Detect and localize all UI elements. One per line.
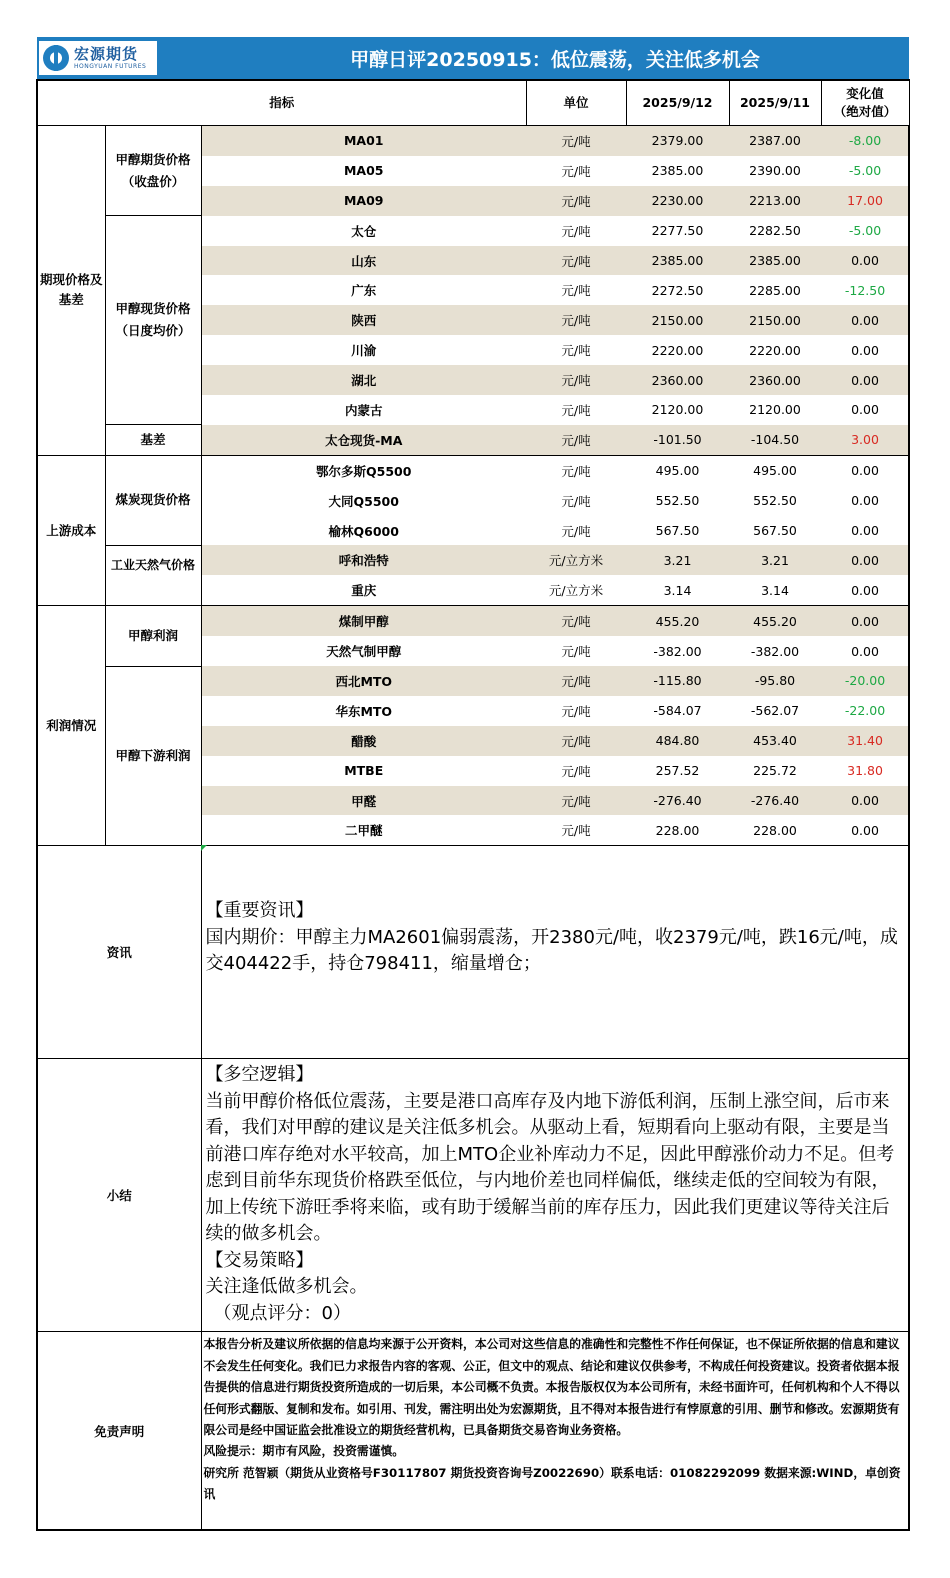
unit-cell: 元/吨 [561, 523, 591, 539]
summary-score: （观点评分：0） [213, 1302, 351, 1324]
unit-cell: 元/吨 [561, 402, 591, 418]
table-row [37, 425, 909, 455]
indicator-name: 鄂尔多斯Q5500 [201, 455, 526, 485]
indicator-name: 西北MTO [201, 666, 526, 696]
unit-cell: 元/吨 [561, 493, 591, 509]
unit-cell: 元/吨 [526, 305, 626, 335]
change-abs: 31.80 [847, 763, 883, 779]
value-date1: 2277.50 [651, 223, 704, 239]
summary-label: 小结 [37, 1059, 201, 1332]
indicator-name: MA05 [343, 163, 384, 179]
indicator-name: 太仓 [351, 223, 377, 239]
value-date1: 567.50 [655, 523, 700, 539]
disclaimer-author: 研究所 范智颖（期货从业资格号F30117807 期货投资咨询号Z0022690）联系电话：01082292099 数据来源:WIND，卓创资讯 [203, 1465, 901, 1502]
value-date1: 2360.00 [626, 365, 729, 395]
change-abs: 0.00 [851, 523, 879, 539]
value-date2: -104.50 [729, 425, 821, 455]
value-date2: 2282.50 [749, 223, 801, 239]
table-row [37, 606, 909, 636]
change-abs: -20.00 [821, 666, 909, 696]
unit-cell: 元/立方米 [526, 545, 626, 575]
value-date1: 2220.00 [651, 342, 704, 358]
indicator-name: 榆林Q6000 [328, 523, 399, 539]
report-title: 甲醇日评20250915：低位震荡，关注低多机会 [201, 37, 909, 80]
value-date1: -101.50 [626, 425, 729, 455]
unit-cell: 元/吨 [526, 365, 626, 395]
news-label: 资讯 [37, 846, 201, 1059]
indicator-name: 煤制甲醇 [201, 606, 526, 636]
unit-cell: 元/吨 [526, 726, 626, 756]
value-date1: 2379.00 [626, 126, 729, 156]
value-date1: 2385.00 [651, 163, 704, 179]
unit-cell: 元/吨 [561, 703, 591, 719]
data-rows [37, 126, 909, 846]
table-row [37, 126, 909, 156]
value-date1: 257.52 [655, 763, 700, 779]
unit-cell: 元/吨 [526, 246, 626, 276]
group-label-g1: 期现价格及基差 [37, 126, 105, 456]
value-date1: 3.14 [663, 582, 692, 598]
value-date2: 455.20 [729, 606, 821, 636]
value-date2: 567.50 [753, 523, 797, 539]
value-date2: 2390.00 [749, 163, 801, 179]
subgroup-label-spot: 甲醇现货价格（日度均价） [105, 216, 201, 425]
change-abs: -22.00 [844, 703, 886, 719]
summary-body-strategy: 关注逢低做多机会。 [205, 1276, 368, 1298]
indicator-name: 广东 [351, 283, 377, 299]
subgroup-label-downstream: 甲醇下游利润 [105, 666, 201, 846]
unit-cell: 元/吨 [526, 455, 626, 485]
summary-body-logic: 当前甲醇价格低位震荡，主要是港口高库存及内地下游低利润，压制上涨空间，后市来看，我们对甲醇的建议是关注低多机会。从驱动上看，短期看向上驱动有限，主要是当前港口库存绝对水平较高，加上MTO企业补库动力不足，因此甲醇涨价动力不足。但考虑到目前华东现货价格跌至低位，与内地价差也同样偏低，继续走低的空间较为有限，加上传统下游旺季将来临，或有助于缓解当前的库存压力，因此我们更建议等待关注后续的做多机会。 [205, 1090, 895, 1245]
indicator-name: 大同Q5500 [328, 493, 399, 509]
logo-text [74, 44, 147, 70]
unit-cell: 元/吨 [526, 425, 626, 455]
cell-comment-marker [201, 845, 207, 851]
change-abs: 0.00 [821, 455, 909, 485]
subgroup-label-coal: 煤炭现货价格 [105, 455, 201, 545]
indicator-name: 华东MTO [335, 703, 393, 719]
value-date1: 2150.00 [626, 305, 729, 335]
value-date1: -276.40 [626, 786, 729, 816]
change-abs: 0.00 [851, 493, 879, 509]
indicator-name: 内蒙古 [344, 402, 383, 418]
table-row [37, 545, 909, 575]
change-abs: -8.00 [821, 126, 909, 156]
change-abs: 31.40 [821, 726, 909, 756]
value-date1: 455.20 [626, 606, 729, 636]
value-date1: 2120.00 [651, 402, 704, 418]
indicator-name: 甲醛 [201, 786, 526, 816]
value-date2: 552.50 [753, 493, 797, 509]
header-date2: 2025/9/11 [729, 80, 821, 126]
summary-heading-strategy: 【交易策略】 [205, 1249, 314, 1271]
logo-en: HONGYUAN FUTURES [74, 62, 147, 70]
disclaimer-block [37, 1332, 909, 1531]
subgroup-label-basis: 基差 [105, 425, 201, 455]
change-abs: 0.00 [821, 786, 909, 816]
logo-mark-icon [43, 45, 69, 71]
value-date1: 2230.00 [626, 186, 729, 216]
column-header-row [37, 80, 909, 126]
change-abs: 17.00 [821, 186, 909, 216]
company-logo [37, 37, 201, 79]
group-label-g3: 利润情况 [37, 606, 105, 846]
value-date2: -95.80 [729, 666, 821, 696]
header-abs-line1: 变化值 [846, 86, 884, 101]
unit-cell: 元/吨 [561, 644, 591, 660]
value-date1: 2385.00 [626, 246, 729, 276]
value-date2: 2213.00 [729, 186, 821, 216]
summary-heading-logic: 【多空逻辑】 [205, 1064, 314, 1086]
indicator-name: 重庆 [351, 583, 377, 599]
value-date2: 2150.00 [729, 305, 821, 335]
banner [37, 37, 909, 80]
disclaimer-body: 本报告分析及建议所依据的信息均来源于公开资料，本公司对这些信息的准确性和完整性不作任何保证，也不保证所依据的信息和建议不会发生任何变化。我们已力求报告内容的客观、公正，但文中的观点、结论和建议仅供参考，不构成任何投资建议。投资者依据本报告提供的信息进行期货投资所造成的一切后果，本公司概不负责。本报告版权仅为本公司所有，未经书面许可，任何机构和个人不得以任何形式翻版、复制和发布。如引用、刊发，需注明出处为宏源期货，且不得对本报告进行有悖原意的引用、删节和修改。宏源期货有限公司是经中国证监会批准设立的期货经营机构，已具备期货交易咨询业务资格。 [203, 1337, 900, 1437]
value-date2: 228.00 [753, 822, 797, 838]
change-abs: 0.00 [821, 246, 909, 276]
unit-cell: 元/吨 [526, 186, 626, 216]
indicator-name: MA01 [201, 126, 526, 156]
indicator-name: 陕西 [201, 305, 526, 335]
value-date2: 3.14 [761, 582, 789, 598]
change-abs: 3.00 [821, 425, 909, 455]
change-abs: 0.00 [851, 643, 879, 659]
table-row [37, 216, 909, 246]
value-date1: 495.00 [626, 455, 729, 485]
header-abs-change [821, 80, 909, 126]
indicator-name: 山东 [201, 246, 526, 276]
change-abs: 0.00 [821, 545, 909, 575]
change-abs: -12.50 [844, 282, 886, 298]
value-date2: -562.07 [750, 703, 800, 719]
header-unit: 单位 [526, 80, 626, 126]
subgroup-label-profit: 甲醇利润 [105, 606, 201, 666]
unit-cell: 元/吨 [526, 126, 626, 156]
disclaimer-risk: 风险提示：期市有风险，投资需谨慎。 [203, 1444, 405, 1459]
value-date1: 3.21 [626, 545, 729, 575]
logo-cell [37, 37, 201, 80]
change-abs: 0.00 [851, 402, 879, 418]
indicator-name: 太仓现货-MA [201, 425, 526, 455]
unit-cell: 元/吨 [561, 163, 591, 179]
disclaimer-content [201, 1332, 909, 1531]
unit-cell: 元/立方米 [548, 583, 604, 599]
change-abs: 0.00 [821, 365, 909, 395]
value-date2: 453.40 [729, 726, 821, 756]
value-date2: 3.21 [729, 545, 821, 575]
value-date2: 2385.00 [729, 246, 821, 276]
table-row [37, 455, 909, 485]
unit-cell: 元/吨 [526, 666, 626, 696]
value-date2: 2360.00 [729, 365, 821, 395]
summary-content [201, 1059, 909, 1332]
indicator-name: 呼和浩特 [201, 545, 526, 575]
value-date2: 2387.00 [729, 126, 821, 156]
header-abs-line2: （绝对值） [833, 104, 897, 119]
value-date2: -382.00 [750, 643, 800, 659]
value-date2: 2120.00 [749, 402, 801, 418]
news-content [201, 846, 909, 1059]
indicator-name: MA09 [201, 186, 526, 216]
value-date1: 484.80 [626, 726, 729, 756]
header-date1: 2025/9/12 [626, 80, 729, 126]
subgroup-label-gas: 工业天然气价格 [105, 545, 201, 605]
indicator-name: 川渝 [351, 343, 377, 359]
value-date1: -382.00 [653, 643, 702, 659]
logo-cn: 宏源期货 [74, 44, 139, 63]
value-date2: 225.72 [753, 763, 797, 779]
unit-cell: 元/吨 [561, 223, 591, 239]
change-abs: 0.00 [851, 582, 879, 598]
value-date2: 2285.00 [749, 282, 801, 298]
subgroup-label-futures: 甲醇期货价格（收盘价） [105, 126, 201, 216]
table-row [37, 666, 909, 696]
indicator-name: MTBE [344, 763, 384, 779]
logo-box [39, 41, 157, 75]
value-date1: 228.00 [655, 822, 700, 838]
unit-cell: 元/吨 [561, 823, 591, 839]
indicator-name: 湖北 [201, 365, 526, 395]
change-abs: 0.00 [821, 305, 909, 335]
unit-cell: 元/吨 [561, 283, 591, 299]
value-date1: -584.07 [653, 703, 702, 719]
unit-cell: 元/吨 [561, 763, 591, 779]
change-abs: 0.00 [821, 606, 909, 636]
change-abs: -5.00 [848, 163, 882, 179]
group-label-g2: 上游成本 [37, 455, 105, 605]
value-date2: 2220.00 [749, 342, 801, 358]
indicator-name: 天然气制甲醇 [326, 644, 402, 660]
unit-cell: 元/吨 [526, 606, 626, 636]
change-abs: -5.00 [848, 223, 882, 239]
header-indicator: 指标 [37, 80, 526, 126]
unit-cell: 元/吨 [526, 786, 626, 816]
value-date1: -115.80 [626, 666, 729, 696]
value-date2: -276.40 [729, 786, 821, 816]
news-heading: 【重要资讯】 [205, 900, 314, 922]
indicator-name: 醋酸 [201, 726, 526, 756]
methanol-daily-table [36, 37, 910, 1531]
change-abs: 0.00 [851, 822, 879, 838]
value-date2: 495.00 [729, 455, 821, 485]
news-block [37, 846, 909, 1059]
disclaimer-label: 免责声明 [37, 1332, 201, 1531]
change-abs: 0.00 [851, 342, 879, 358]
news-body: 国内期价：甲醇主力MA2601偏弱震荡，开2380元/吨，收2379元/吨，跌16元/吨，成交404422手，持仓798411，缩量增仓； [205, 926, 898, 975]
unit-cell: 元/吨 [561, 343, 591, 359]
report-sheet [36, 37, 908, 1531]
value-date1: 552.50 [655, 493, 700, 509]
value-date1: 2272.50 [651, 282, 704, 298]
indicator-name: 二甲醚 [344, 823, 383, 839]
summary-block [37, 1059, 909, 1332]
